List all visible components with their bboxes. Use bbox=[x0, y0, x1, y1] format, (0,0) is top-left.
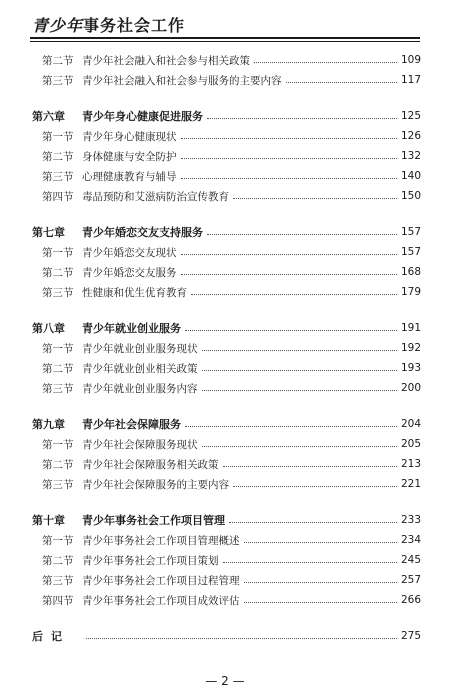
page-number: 275 bbox=[400, 630, 421, 642]
dot-leader bbox=[181, 157, 397, 159]
section-number: 第二节 bbox=[42, 150, 74, 163]
section-title: 青少年社会融入和社会参与相关政策 bbox=[82, 54, 250, 67]
page-number: 168 bbox=[400, 266, 421, 278]
chapter-spacer bbox=[32, 206, 421, 222]
section-title: 身体健康与安全防护 bbox=[82, 150, 177, 163]
toc-chapter-entry[interactable] bbox=[32, 414, 421, 434]
section-number: 第一节 bbox=[42, 246, 74, 259]
page-number: 205 bbox=[400, 438, 421, 450]
page-number: 140 bbox=[400, 170, 421, 182]
toc-section-entry[interactable] bbox=[32, 166, 421, 186]
dot-leader bbox=[181, 253, 397, 255]
section-number: 第四节 bbox=[42, 190, 74, 203]
page-number: 221 bbox=[400, 478, 421, 490]
toc-section-entry[interactable] bbox=[32, 338, 421, 358]
afterword-label: 后记 bbox=[32, 630, 70, 643]
toc-section-entry[interactable] bbox=[32, 590, 421, 610]
toc-section-entry[interactable] bbox=[32, 242, 421, 262]
dot-leader bbox=[254, 61, 397, 63]
chapter-title: 青少年社会保障服务 bbox=[82, 418, 181, 431]
section-title: 青少年事务社会工作项目策划 bbox=[82, 554, 219, 567]
section-title: 青少年就业创业服务内容 bbox=[82, 382, 198, 395]
toc-section-entry[interactable] bbox=[32, 550, 421, 570]
book-title bbox=[32, 13, 185, 36]
section-title: 青少年社会保障服务现状 bbox=[82, 438, 198, 451]
toc-section-entry[interactable] bbox=[32, 358, 421, 378]
section-number: 第四节 bbox=[42, 594, 74, 607]
section-number: 第三节 bbox=[42, 286, 74, 299]
toc-chapter-entry[interactable] bbox=[32, 106, 421, 126]
dot-leader bbox=[185, 425, 397, 427]
dot-leader bbox=[244, 541, 397, 543]
book-title-prefix: 青少年 bbox=[32, 16, 84, 35]
chapter-number: 第九章 bbox=[32, 418, 65, 431]
chapter-title: 青少年身心健康促进服务 bbox=[82, 110, 203, 123]
dot-leader bbox=[233, 485, 397, 487]
section-title: 青少年婚恋交友现状 bbox=[82, 246, 177, 259]
dot-leader bbox=[185, 329, 397, 331]
page-number: 126 bbox=[400, 130, 421, 142]
chapter-spacer bbox=[32, 302, 421, 318]
chapter-spacer bbox=[32, 610, 421, 626]
toc-section-entry[interactable] bbox=[32, 126, 421, 146]
section-title: 青少年社会保障服务的主要内容 bbox=[82, 478, 229, 491]
dot-leader bbox=[181, 137, 397, 139]
page-number: 157 bbox=[400, 226, 421, 238]
table-of-contents bbox=[32, 50, 421, 646]
page-number: 132 bbox=[400, 150, 421, 162]
chapter-title: 青少年事务社会工作项目管理 bbox=[82, 514, 225, 527]
section-number: 第一节 bbox=[42, 342, 74, 355]
page-number: 191 bbox=[400, 322, 421, 334]
section-title: 青少年婚恋交友服务 bbox=[82, 266, 177, 279]
chapter-number: 第七章 bbox=[32, 226, 65, 239]
page-number: 150 bbox=[400, 190, 421, 202]
header-rule-thick bbox=[30, 37, 420, 39]
dot-leader bbox=[233, 197, 397, 199]
running-header bbox=[30, 10, 420, 36]
section-title: 心理健康教育与辅导 bbox=[82, 170, 177, 183]
section-title: 青少年社会融入和社会参与服务的主要内容 bbox=[82, 74, 282, 87]
dot-leader bbox=[191, 293, 397, 295]
toc-chapter-entry[interactable] bbox=[32, 318, 421, 338]
dot-leader bbox=[207, 233, 397, 235]
dot-leader bbox=[202, 445, 397, 447]
chapter-spacer bbox=[32, 398, 421, 414]
dot-leader bbox=[229, 521, 397, 523]
section-number: 第一节 bbox=[42, 534, 74, 547]
dot-leader bbox=[86, 637, 397, 639]
toc-section-entry[interactable] bbox=[32, 70, 421, 90]
page-number: 117 bbox=[400, 74, 421, 86]
chapter-title: 青少年就业创业服务 bbox=[82, 322, 181, 335]
dot-leader bbox=[181, 273, 397, 275]
section-number: 第一节 bbox=[42, 130, 74, 143]
dot-leader bbox=[202, 369, 397, 371]
toc-section-entry[interactable] bbox=[32, 378, 421, 398]
dot-leader bbox=[207, 117, 397, 119]
chapter-number: 第六章 bbox=[32, 110, 65, 123]
section-title: 性健康和优生优育教育 bbox=[82, 286, 187, 299]
section-title: 青少年事务社会工作项目过程管理 bbox=[82, 574, 240, 587]
page-number: 125 bbox=[400, 110, 421, 122]
toc-section-entry[interactable] bbox=[32, 146, 421, 166]
section-number: 第二节 bbox=[42, 362, 74, 375]
section-number: 第三节 bbox=[42, 478, 74, 491]
dot-leader bbox=[286, 81, 397, 83]
page-number: 234 bbox=[400, 534, 421, 546]
chapter-title: 青少年婚恋交友支持服务 bbox=[82, 226, 203, 239]
toc-section-entry[interactable] bbox=[32, 454, 421, 474]
dot-leader bbox=[223, 561, 397, 563]
page-number: 179 bbox=[400, 286, 421, 298]
section-title: 青少年身心健康现状 bbox=[82, 130, 177, 143]
section-title: 青少年就业创业相关政策 bbox=[82, 362, 198, 375]
section-number: 第三节 bbox=[42, 74, 74, 87]
dot-leader bbox=[223, 465, 397, 467]
section-number: 第三节 bbox=[42, 382, 74, 395]
section-number: 第二节 bbox=[42, 54, 74, 67]
section-title: 青少年事务社会工作项目成效评估 bbox=[82, 594, 240, 607]
chapter-spacer bbox=[32, 90, 421, 106]
toc-section-entry[interactable] bbox=[32, 282, 421, 302]
dot-leader bbox=[244, 581, 397, 583]
page-number: 157 bbox=[400, 246, 421, 258]
toc-section-entry[interactable] bbox=[32, 570, 421, 590]
page-number: 213 bbox=[400, 458, 421, 470]
toc-section-entry[interactable] bbox=[32, 50, 421, 70]
section-title: 青少年社会保障服务相关政策 bbox=[82, 458, 219, 471]
chapter-number: 第十章 bbox=[32, 514, 65, 527]
dot-leader bbox=[244, 601, 397, 603]
dot-leader bbox=[202, 349, 397, 351]
page-footer-number: — 2 — bbox=[205, 674, 245, 688]
toc-section-entry[interactable] bbox=[32, 262, 421, 282]
section-number: 第二节 bbox=[42, 266, 74, 279]
page-number: 233 bbox=[400, 514, 421, 526]
toc-chapter-entry[interactable] bbox=[32, 222, 421, 242]
chapter-number: 第八章 bbox=[32, 322, 65, 335]
toc-chapter-entry[interactable] bbox=[32, 510, 421, 530]
page-number: 109 bbox=[400, 54, 421, 66]
header-rule-thin bbox=[30, 41, 420, 42]
chapter-spacer bbox=[32, 494, 421, 510]
section-title: 毒品预防和艾滋病防治宣传教育 bbox=[82, 190, 229, 203]
page-number: 192 bbox=[400, 342, 421, 354]
toc-section-entry[interactable] bbox=[32, 530, 421, 550]
section-number: 第三节 bbox=[42, 574, 74, 587]
section-number: 第二节 bbox=[42, 554, 74, 567]
section-title: 青少年事务社会工作项目管理概述 bbox=[82, 534, 240, 547]
page-number: 204 bbox=[400, 418, 421, 430]
dot-leader bbox=[202, 389, 397, 391]
book-title-rest: 事务社会工作 bbox=[83, 16, 186, 35]
dot-leader bbox=[181, 177, 397, 179]
toc-section-entry[interactable] bbox=[32, 474, 421, 494]
section-title: 青少年就业创业服务现状 bbox=[82, 342, 198, 355]
page-number: 193 bbox=[400, 362, 421, 374]
section-number: 第一节 bbox=[42, 438, 74, 451]
section-number: 第三节 bbox=[42, 170, 74, 183]
section-number: 第二节 bbox=[42, 458, 74, 471]
page-number: 245 bbox=[400, 554, 421, 566]
toc-section-entry[interactable] bbox=[32, 434, 421, 454]
page-number: 257 bbox=[400, 574, 421, 586]
page-number: 266 bbox=[400, 594, 421, 606]
toc-afterword-entry[interactable] bbox=[32, 626, 421, 646]
page-number: 200 bbox=[400, 382, 421, 394]
toc-section-entry[interactable] bbox=[32, 186, 421, 206]
